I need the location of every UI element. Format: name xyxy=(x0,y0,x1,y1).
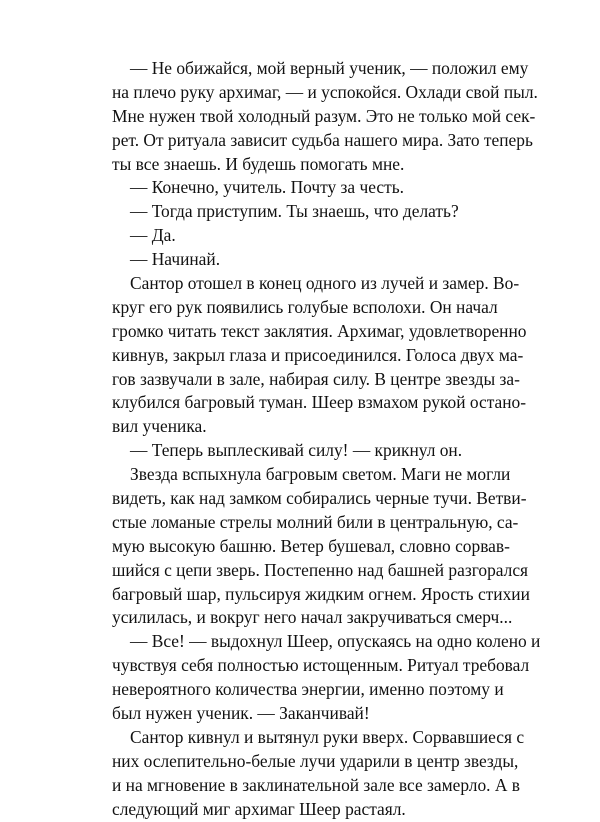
text-line: на плечо руку архимаг, — и успокойся. Охлади свой пыл. xyxy=(112,81,538,102)
text-line: видеть, как над замком собирались черные тучи. Ветви- xyxy=(112,488,527,509)
text-line: и на мгновение в заклинательной зале все замерло. А в xyxy=(112,774,520,795)
text-line: — Начинай. xyxy=(130,249,221,270)
text-line: громко читать текст заклятия. Архимаг, удовлетворенно xyxy=(112,320,527,341)
text-line: — Да. xyxy=(130,225,176,246)
text-line: ты все знаешь. И будешь помогать мне. xyxy=(112,153,405,174)
text-line: кивнув, закрыл глаза и присоединился. Голоса двух ма- xyxy=(112,344,524,365)
text-line: Звезда вспыхнула багровым светом. Маги не могли xyxy=(130,464,511,485)
text-line: усилилась, и вокруг него начал закручиваться смерч... xyxy=(112,607,513,628)
text-line: следующий миг архимаг Шеер растаял. xyxy=(112,798,406,819)
text-line: мую высокую башню. Ветер бушевал, словно сорвав- xyxy=(112,535,510,556)
text-line: багровый шар, пульсируя жидким огнем. Ярость стихии xyxy=(112,583,530,604)
text-line: стые ломаные стрелы молний били в центральную, са- xyxy=(112,511,519,532)
text-line: чувствуя себя полностью истощенным. Ритуал требовал xyxy=(112,655,530,676)
text-line: — Конечно, учитель. Почту за честь. xyxy=(130,177,404,198)
text-line: — Все! — выдохнул Шеер, опускаясь на одно колено и xyxy=(130,631,541,652)
text-line: клубился багровый туман. Шеер взмахом рукой остано- xyxy=(112,392,527,413)
text-line: Сантор кивнул и вытянул руки вверх. Сорвавшиеся с xyxy=(130,726,525,747)
text-line: Сантор отошел в конец одного из лучей и замер. Во- xyxy=(130,273,520,294)
text-line: — Теперь выплескивай силу! — крикнул он. xyxy=(130,440,463,461)
text-line: шийся с цепи зверь. Постепенно над башней разгорался xyxy=(112,559,529,580)
text-line: рет. От ритуала зависит судьба нашего мира. Зато теперь xyxy=(112,129,533,150)
text-line: невероятного количества энергии, именно поэтому и xyxy=(112,679,504,700)
text-line: гов зазвучали в зале, набирая силу. В центре звезды за- xyxy=(112,368,520,389)
text-line: — Тогда приступим. Ты знаешь, что делать? xyxy=(130,201,459,222)
text-line: круг его рук появились голубые всполохи. Он начал xyxy=(112,296,498,317)
text-line: вил ученика. xyxy=(112,416,207,437)
text-line: был нужен ученик. — Заканчивай! xyxy=(112,703,370,724)
text-line: Мне нужен твой холодный разум. Это не только мой сек- xyxy=(112,105,536,126)
text-line: — Не обижайся, мой верный ученик, — положил ему xyxy=(130,58,529,78)
text-line: них ослепительно-белые лучи ударили в центр звезды, xyxy=(112,750,519,771)
